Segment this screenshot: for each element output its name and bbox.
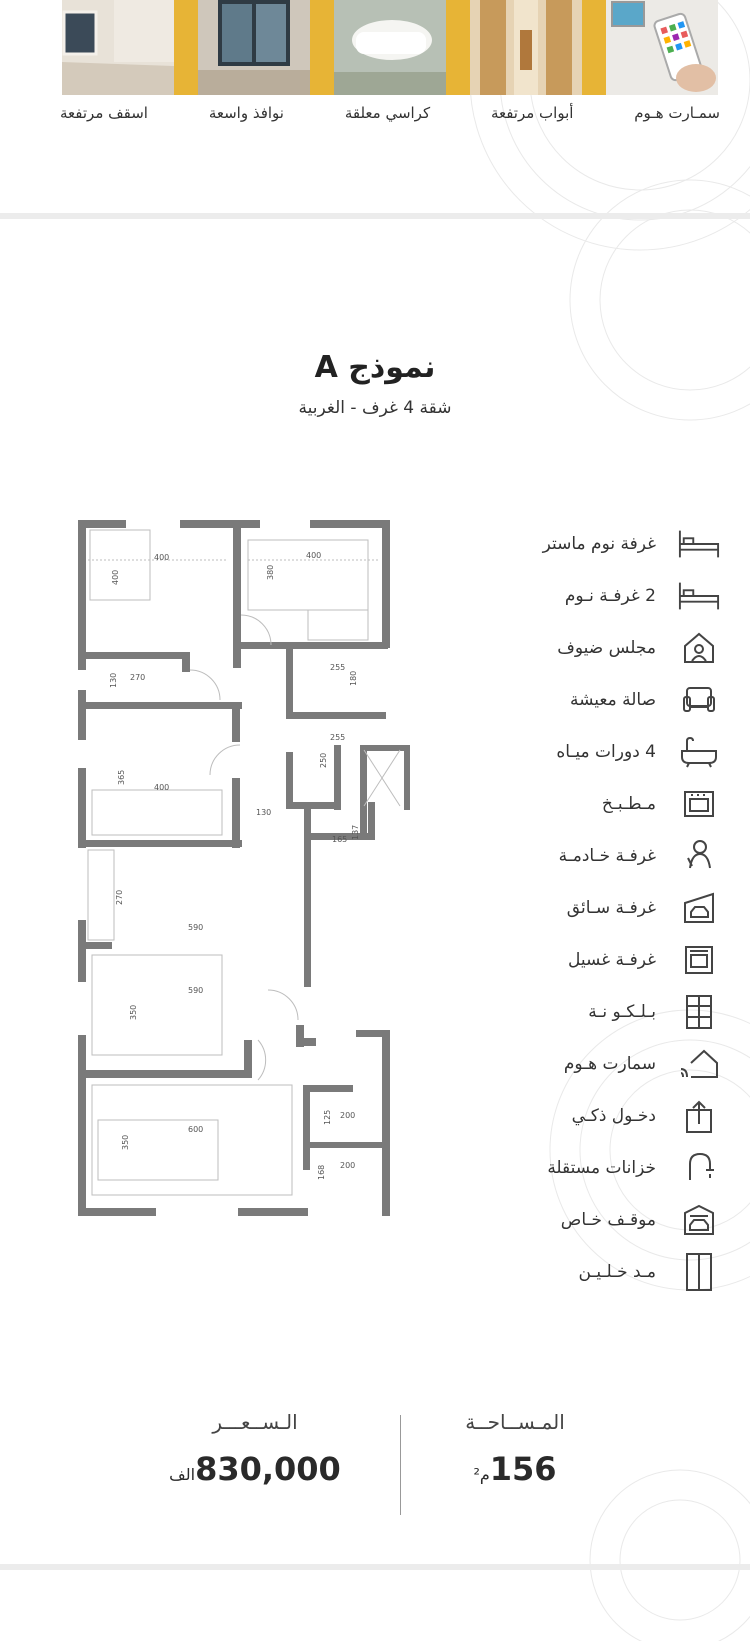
area-unit: م² bbox=[473, 1465, 490, 1484]
amenity-label: 2 غرفـة نـوم bbox=[564, 586, 656, 606]
smart-home-icon bbox=[678, 1046, 720, 1082]
feature-label: كراسي معلقة bbox=[344, 104, 431, 122]
photo-hanging-toilet bbox=[334, 0, 446, 95]
dim-label: 137 bbox=[351, 824, 360, 840]
price-label: الـســعـــر bbox=[212, 1410, 298, 1434]
area-value: 156 bbox=[489, 1450, 557, 1488]
dim-label: 365 bbox=[117, 769, 126, 785]
smart-entry-icon bbox=[678, 1098, 720, 1134]
amenity-laundry-room bbox=[470, 934, 720, 986]
amenity-label: مـد خـلـيـن bbox=[578, 1262, 656, 1282]
dim-label: 255 bbox=[330, 733, 346, 742]
feature-label: نوافذ واسعة bbox=[208, 104, 284, 122]
garage-car-icon bbox=[678, 890, 720, 926]
dim-label: 350 bbox=[129, 1004, 138, 1020]
price-value: 830,000 bbox=[195, 1450, 341, 1488]
dim-label: 380 bbox=[266, 564, 275, 580]
amenities-list bbox=[470, 518, 720, 1298]
door-icon bbox=[678, 1254, 720, 1290]
photo-tall-doors bbox=[470, 0, 582, 95]
price-value-row bbox=[150, 1450, 360, 1488]
bed-icon bbox=[678, 526, 720, 562]
amenity-two-entrances bbox=[470, 1246, 720, 1298]
area-block bbox=[430, 1410, 600, 1520]
amenity-driver-room bbox=[470, 882, 720, 934]
dim-label: 600 bbox=[188, 1125, 204, 1134]
amenity-guest-majlis bbox=[470, 622, 720, 674]
dim-label: 400 bbox=[154, 783, 170, 792]
feature-label: سمـارت هـوم bbox=[634, 104, 720, 122]
amenity-bedrooms bbox=[470, 570, 720, 622]
feature-label: أبواب مرتفعة bbox=[490, 104, 574, 122]
dim-label: 130 bbox=[109, 672, 118, 688]
dim-label: 400 bbox=[154, 553, 170, 562]
dim-label: 350 bbox=[121, 1134, 130, 1150]
price-area-divider bbox=[400, 1415, 401, 1515]
dim-label: 400 bbox=[111, 569, 120, 585]
amenity-bathrooms bbox=[470, 726, 720, 778]
dim-label: 590 bbox=[188, 923, 204, 932]
dim-label: 400 bbox=[306, 551, 322, 560]
amenity-living-room bbox=[470, 674, 720, 726]
dim-label: 180 bbox=[349, 670, 358, 686]
photo-wide-windows bbox=[198, 0, 310, 95]
bed-icon bbox=[678, 578, 720, 614]
bathtub-icon bbox=[678, 734, 720, 770]
window-grid-icon bbox=[678, 994, 720, 1030]
dim-label: 130 bbox=[256, 808, 272, 817]
section-divider bbox=[0, 1564, 750, 1570]
floor-plan bbox=[78, 520, 418, 1270]
dim-label: 250 bbox=[319, 752, 328, 768]
dim-label: 125 bbox=[323, 1109, 332, 1125]
amenity-maid-room bbox=[470, 830, 720, 882]
model-subtitle: شقة 4 غرف - الغربية bbox=[298, 398, 452, 418]
guest-house-icon bbox=[678, 630, 720, 666]
model-title: نموذج A bbox=[314, 350, 436, 385]
dim-label: 200 bbox=[340, 1111, 356, 1120]
price-unit: الف bbox=[169, 1465, 196, 1484]
amenity-label: خزانات مستقلة bbox=[547, 1158, 656, 1178]
amenity-label: دخـول ذكـي bbox=[571, 1106, 656, 1126]
photo-strip bbox=[62, 0, 718, 95]
amenity-independent-tanks bbox=[470, 1142, 720, 1194]
price-block bbox=[150, 1410, 360, 1520]
photo-high-ceilings bbox=[62, 0, 174, 95]
area-label: المـســاحــة bbox=[465, 1410, 565, 1434]
amenity-private-parking bbox=[470, 1194, 720, 1246]
amenity-label: غرفـة خـادمـة bbox=[558, 846, 656, 866]
section-divider bbox=[0, 213, 750, 219]
maid-icon bbox=[678, 838, 720, 874]
amenity-label: غرفة نوم ماستر bbox=[542, 534, 656, 554]
amenity-smart-entry bbox=[470, 1090, 720, 1142]
parking-icon bbox=[678, 1202, 720, 1238]
amenity-master-bedroom bbox=[470, 518, 720, 570]
dim-label: 168 bbox=[317, 1164, 326, 1180]
dim-label: 270 bbox=[130, 673, 146, 682]
top-features-labels bbox=[60, 104, 720, 128]
faucet-icon bbox=[678, 1150, 720, 1186]
amenity-label: موقـف خـاص bbox=[560, 1210, 656, 1230]
feature-label: اسقف مرتفعة bbox=[60, 104, 148, 122]
amenity-balcony bbox=[470, 986, 720, 1038]
dim-label: 255 bbox=[330, 663, 346, 672]
amenity-label: سمارت هـوم bbox=[563, 1054, 656, 1074]
photo-smart-home bbox=[606, 0, 718, 95]
amenity-kitchen bbox=[470, 778, 720, 830]
amenity-smart-home bbox=[470, 1038, 720, 1090]
amenity-label: مجلس ضيوف bbox=[557, 638, 656, 658]
dim-label: 200 bbox=[340, 1161, 356, 1170]
amenity-label: صالة معيشة bbox=[569, 690, 656, 710]
amenity-label: 4 دورات ميـاه bbox=[556, 742, 656, 762]
oven-icon bbox=[678, 786, 720, 822]
dim-label: 270 bbox=[115, 889, 124, 905]
amenity-label: بـلـكـو نـة bbox=[588, 1002, 656, 1022]
area-value-row bbox=[430, 1450, 600, 1488]
amenity-label: مـطـبـخ bbox=[601, 794, 656, 814]
amenity-label: غرفـة غسيل bbox=[568, 950, 656, 970]
washer-icon bbox=[678, 942, 720, 978]
amenity-label: غرفـة سـائق bbox=[566, 898, 656, 918]
dim-label: 590 bbox=[188, 986, 204, 995]
sofa-icon bbox=[678, 682, 720, 718]
dim-label: 165 bbox=[332, 835, 348, 844]
